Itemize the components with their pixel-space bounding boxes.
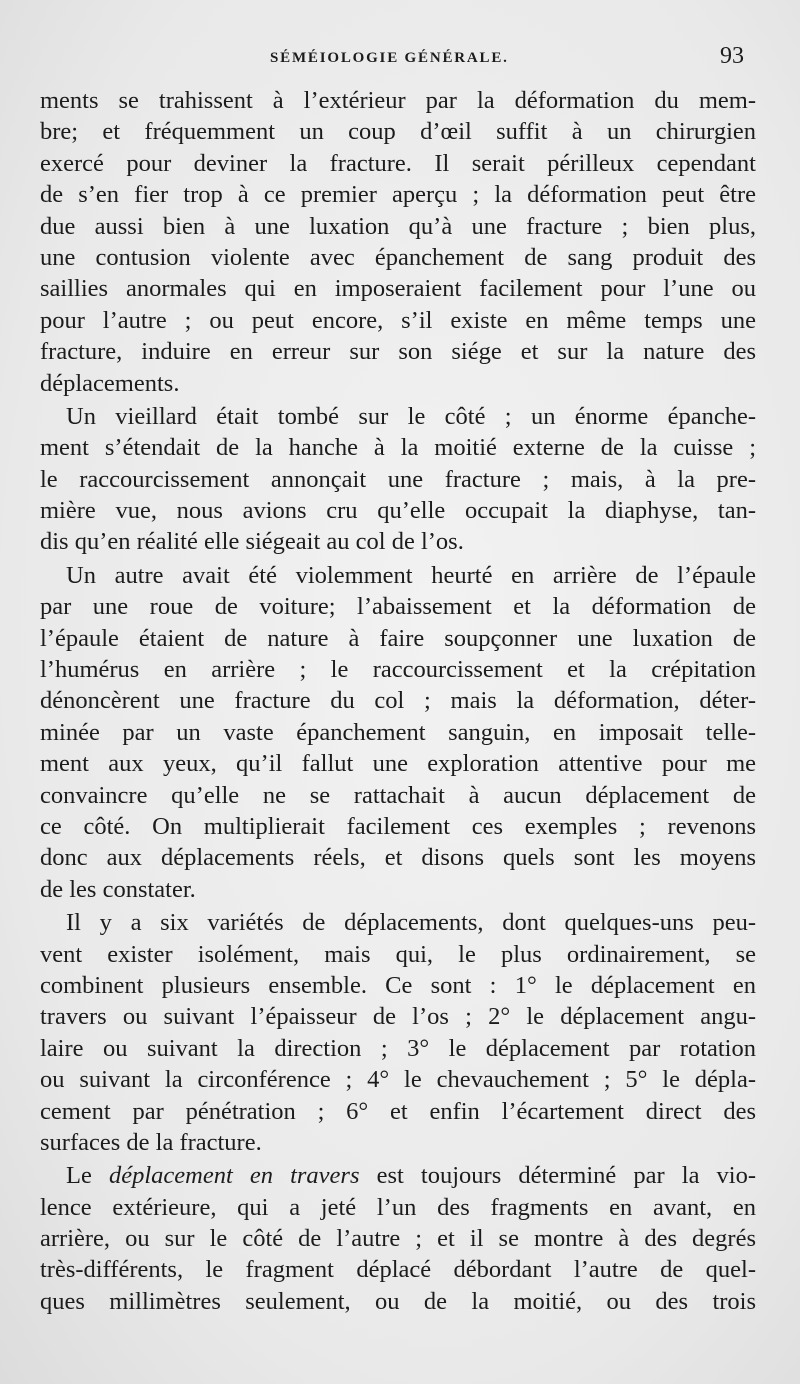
text-line: minée par un vaste épanchement sanguin, en imposait telle- xyxy=(40,718,756,746)
text-line: l’humérus en arrière ; le raccourcissement et la crépitation xyxy=(40,656,756,684)
text-line: ou suivant la circonférence ; 4° le chevauchement ; 5° le dépla- xyxy=(40,1066,756,1094)
text-line: vent exister isolément, mais qui, le plus ordinairement, se xyxy=(40,940,756,968)
text-line: mière vue, nous avions cru qu’elle occupait la diaphyse, tan- xyxy=(40,497,756,525)
text-line: cement par pénétration ; 6° et enfin l’écartement direct des xyxy=(40,1097,756,1125)
text-line: ment s’étendait de la hanche à la moitié externe de la cuisse ; xyxy=(40,434,756,462)
paragraph-1 xyxy=(40,85,756,399)
text-line: saillies anormales qui en imposeraient facilement pour l’une ou xyxy=(40,275,756,303)
text-line: ques millimètres seulement, ou de la moitié, ou des trois xyxy=(40,1287,756,1315)
text-line: laire ou suivant la direction ; 3° le déplacement par rotation xyxy=(40,1034,756,1062)
text-line: très-différents, le fragment déplacé débordant l’autre de quel- xyxy=(40,1256,756,1284)
paragraph-4 xyxy=(40,907,756,1158)
running-title: SÉMÉIOLOGIE GÉNÉRALE. xyxy=(270,50,509,66)
text-line: l’épaule étaient de nature à faire soupçonner une luxation de xyxy=(40,624,756,652)
text-segment: est toujours déterminé par la vio- xyxy=(359,1162,757,1190)
text-line: lence extérieure, qui a jeté l’un des fragments en avant, en xyxy=(40,1193,756,1221)
text-line: exercé pour deviner la fracture. Il serait périlleux cependant xyxy=(40,149,756,177)
body-text xyxy=(40,85,756,1317)
text-line: ments se trahissent à l’extérieur par la déformation du mem- xyxy=(40,87,756,114)
text-line: surfaces de la fracture. xyxy=(40,1128,262,1156)
text-line: arrière, ou sur le côté de l’autre ; et il se montre à des degrés xyxy=(40,1225,756,1253)
paragraph-2 xyxy=(40,401,756,558)
text-line: bre; et fréquemment un coup d’œil suffit à un chirurgien xyxy=(40,118,756,146)
text-line: une contusion violente avec épanchement de sang produit des xyxy=(40,243,756,271)
page-header xyxy=(40,40,758,80)
text-line: Il y a six variétés de déplacements, dont quelques-uns peu- xyxy=(66,909,756,937)
text-line: par une roue de voiture; l’abaissement et la déformation de xyxy=(40,593,756,621)
text-line: travers ou suivant l’épaisseur de l’os ; 2° le déplacement angu- xyxy=(40,1003,756,1031)
text-line: due aussi bien à une luxation qu’à une fracture ; bien plus, xyxy=(40,212,756,240)
text-line: de les constater. xyxy=(40,875,196,903)
text-line: ce côté. On multiplierait facilement ces exemples ; revenons xyxy=(40,812,756,840)
text-line: pour l’autre ; ou peut encore, s’il existe en même temps une xyxy=(40,306,756,334)
text-line: Un vieillard était tombé sur le côté ; un énorme épanche- xyxy=(66,402,756,430)
italic-term: déplacement en travers xyxy=(108,1162,360,1190)
text-line: combinent plusieurs ensemble. Ce sont : 1° le déplacement en xyxy=(40,971,756,999)
text-line: déplacements. xyxy=(40,369,180,397)
text-line: dis qu’en réalité elle siégeait au col de l’os. xyxy=(40,528,464,556)
text-line: de s’en fier trop à ce premier aperçu ; la déformation peut être xyxy=(40,181,756,209)
text-line: convaincre qu’elle ne se rattachait à aucun déplacement de xyxy=(40,781,756,809)
paragraph-3 xyxy=(40,560,756,905)
page-number: 93 xyxy=(720,43,744,69)
text-line-with-italic xyxy=(40,1160,756,1191)
text-line: fracture, induire en erreur sur son siége et sur la nature des xyxy=(40,338,756,366)
text-line: Un autre avait été violemment heurté en arrière de l’épaule xyxy=(66,561,756,589)
text-line: ment aux yeux, qu’il fallut une exploration attentive pour me xyxy=(40,750,756,778)
paragraph-5 xyxy=(40,1160,756,1317)
text-segment: Le xyxy=(66,1162,109,1190)
text-line: le raccourcissement annonçait une fracture ; mais, à la pre- xyxy=(40,465,756,493)
text-line: dénoncèrent une fracture du col ; mais la déformation, déter- xyxy=(40,687,756,715)
text-line: donc aux déplacements réels, et disons quels sont les moyens xyxy=(40,844,756,872)
